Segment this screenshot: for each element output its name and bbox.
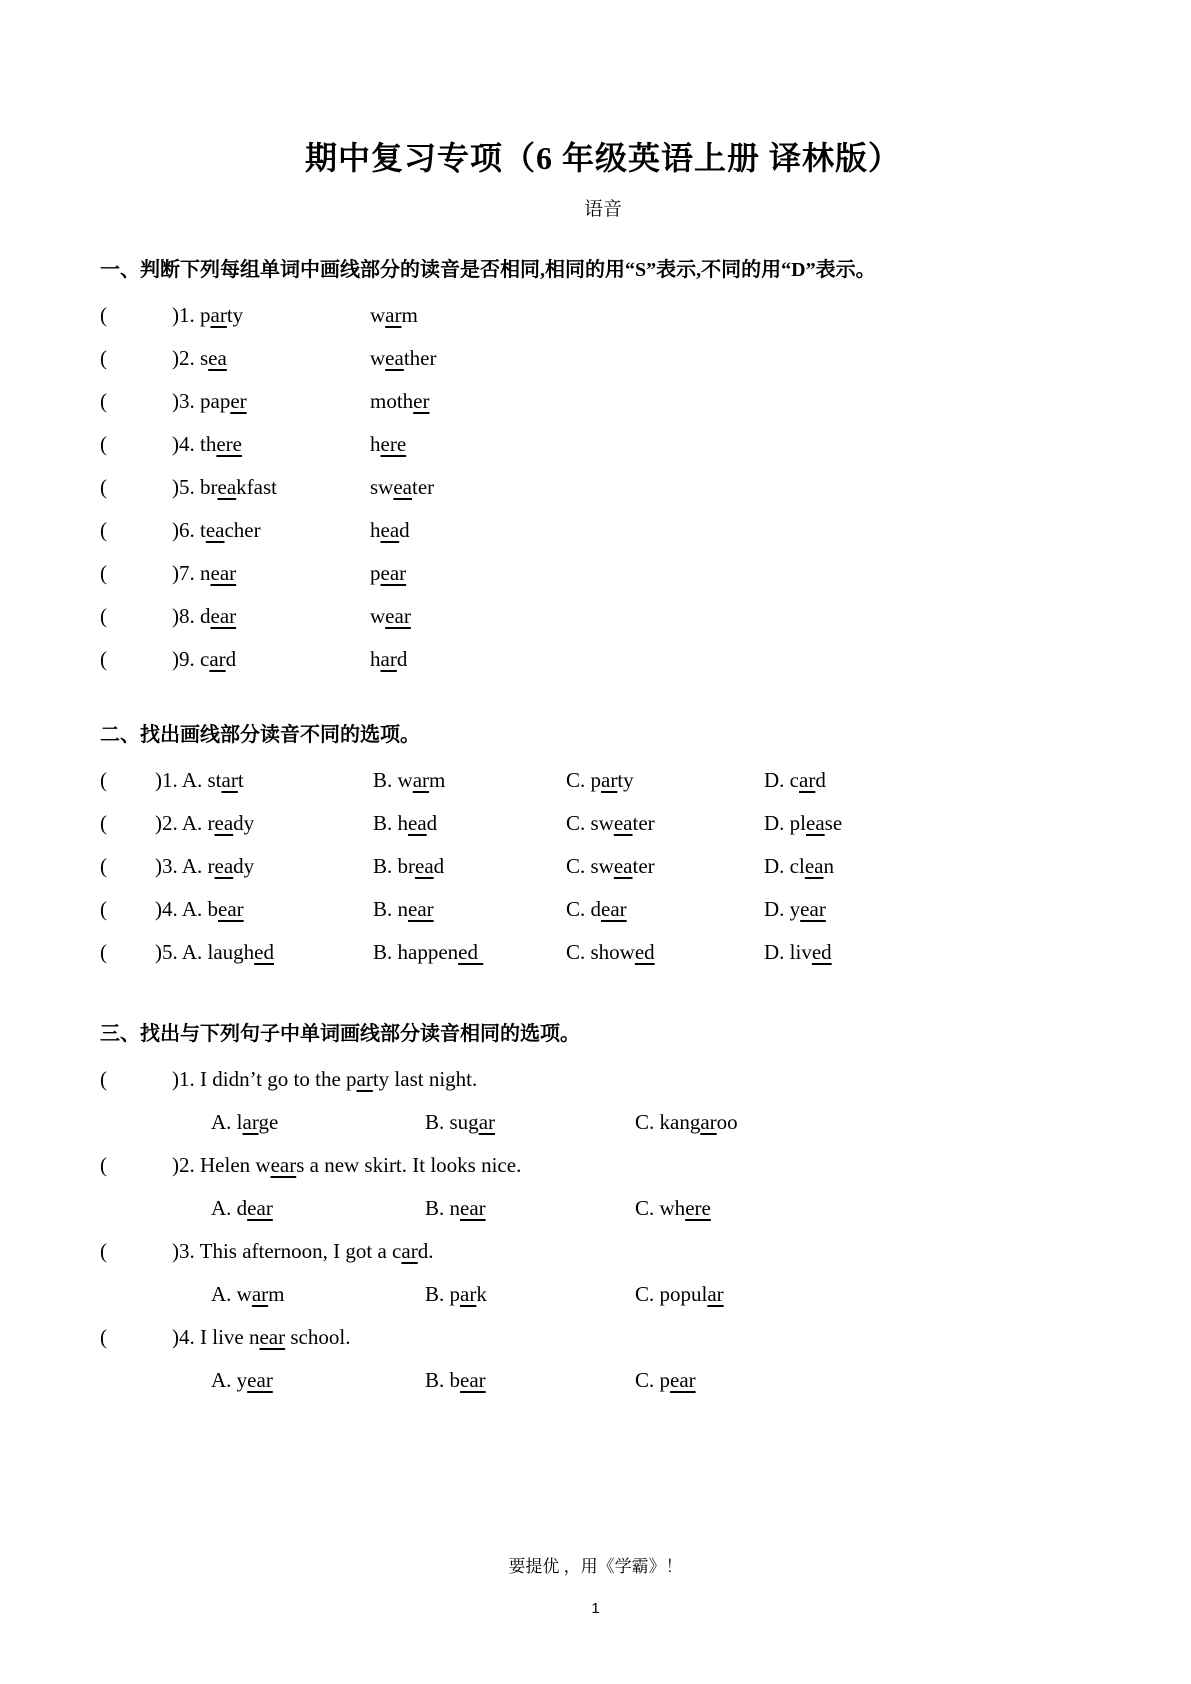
s2-row-3 bbox=[100, 845, 1106, 888]
answer-bracket: ( bbox=[100, 389, 107, 414]
option-a: A. warm bbox=[211, 1282, 285, 1307]
option-a: )3. A. ready bbox=[155, 854, 255, 879]
s1-row-5 bbox=[100, 466, 1106, 509]
question-sentence: )2. Helen wears a new skirt. It looks nice. bbox=[172, 1153, 522, 1178]
answer-bracket: ( bbox=[100, 768, 107, 793]
word-left: )9. card bbox=[172, 647, 237, 672]
word-right: hard bbox=[370, 647, 408, 672]
option-b: B. warm bbox=[373, 768, 446, 793]
answer-bracket: ( bbox=[100, 432, 107, 457]
option-b: B. head bbox=[373, 811, 438, 836]
s1-row-4 bbox=[100, 423, 1106, 466]
answer-bracket: ( bbox=[100, 346, 107, 371]
footer-slogan: 要提优 ，用《学霸》！ bbox=[508, 1557, 683, 1576]
s3-item-4-options-row bbox=[100, 1359, 1106, 1402]
s1-row-2 bbox=[100, 337, 1106, 380]
option-c: C. popular bbox=[635, 1282, 724, 1307]
option-a: )1. A. start bbox=[155, 768, 244, 793]
option-a: A. large bbox=[211, 1110, 279, 1135]
word-left: )2. sea bbox=[172, 346, 227, 371]
option-d: D. please bbox=[764, 811, 843, 836]
s1-row-8 bbox=[100, 595, 1106, 638]
word-right: sweater bbox=[370, 475, 435, 500]
answer-bracket: ( bbox=[100, 1239, 107, 1264]
question-sentence: )3. This afternoon, I got a card. bbox=[172, 1239, 434, 1264]
option-b: B. bear bbox=[425, 1368, 486, 1393]
word-left: )3. paper bbox=[172, 389, 247, 414]
option-b: B. near bbox=[425, 1196, 486, 1221]
s1-row-1 bbox=[100, 294, 1106, 337]
option-b: B. near bbox=[373, 897, 434, 922]
s3-item-3-options-row bbox=[100, 1273, 1106, 1316]
word-right: pear bbox=[370, 561, 407, 586]
option-a: )2. A. ready bbox=[155, 811, 255, 836]
option-d: D. year bbox=[764, 897, 826, 922]
answer-bracket: ( bbox=[100, 940, 107, 965]
answer-bracket: ( bbox=[100, 604, 107, 629]
s1-row-7 bbox=[100, 552, 1106, 595]
page-number: 1 bbox=[591, 1600, 600, 1617]
option-a: A. year bbox=[211, 1368, 273, 1393]
section-3-heading: 三、找出与下列句子中单词画线部分读音相同的选项。 bbox=[100, 1023, 580, 1046]
s2-row-5 bbox=[100, 931, 1106, 974]
option-c: C. kangaroo bbox=[635, 1110, 738, 1135]
s2-row-1 bbox=[100, 759, 1106, 802]
word-right: warm bbox=[370, 303, 418, 328]
answer-bracket: ( bbox=[100, 1153, 107, 1178]
option-b: B. bread bbox=[373, 854, 445, 879]
answer-bracket: ( bbox=[100, 854, 107, 879]
option-c: C. sweater bbox=[566, 854, 655, 879]
word-right: mother bbox=[370, 389, 430, 414]
s3-item-3-sentence-row bbox=[100, 1230, 1106, 1273]
answer-bracket: ( bbox=[100, 475, 107, 500]
word-left: )8. dear bbox=[172, 604, 237, 629]
page-title: 期中复习专项（6 年级英语上册 译林版） bbox=[304, 140, 901, 176]
s2-row-4 bbox=[100, 888, 1106, 931]
word-left: )7. near bbox=[172, 561, 237, 586]
answer-bracket: ( bbox=[100, 647, 107, 672]
answer-bracket: ( bbox=[100, 897, 107, 922]
word-left: )4. there bbox=[172, 432, 242, 457]
s3-item-2-options-row bbox=[100, 1187, 1106, 1230]
word-right: wear bbox=[370, 604, 411, 629]
word-left: )5. breakfast bbox=[172, 475, 277, 500]
s1-row-6 bbox=[100, 509, 1106, 552]
word-left: )6. teacher bbox=[172, 518, 261, 543]
answer-bracket: ( bbox=[100, 303, 107, 328]
section-1-rows bbox=[100, 294, 1106, 681]
s1-row-3 bbox=[100, 380, 1106, 423]
option-c: C. where bbox=[635, 1196, 711, 1221]
answer-bracket: ( bbox=[100, 1325, 107, 1350]
answer-bracket: ( bbox=[100, 518, 107, 543]
option-a: )4. A. bear bbox=[155, 897, 244, 922]
word-left: )1. party bbox=[172, 303, 244, 328]
question-sentence: )1. I didn’t go to the party last night. bbox=[172, 1067, 478, 1092]
word-right: weather bbox=[370, 346, 437, 371]
s3-item-1-options-row bbox=[100, 1101, 1106, 1144]
word-right: head bbox=[370, 518, 410, 543]
s3-item-4-sentence-row bbox=[100, 1316, 1106, 1359]
question-sentence: )4. I live near school. bbox=[172, 1325, 351, 1350]
s1-row-9 bbox=[100, 638, 1106, 681]
answer-bracket: ( bbox=[100, 1067, 107, 1092]
option-b: B. happened bbox=[373, 940, 484, 965]
answer-bracket: ( bbox=[100, 561, 107, 586]
option-a: )5. A. laughed bbox=[155, 940, 274, 965]
option-c: C. party bbox=[566, 768, 634, 793]
option-b: B. park bbox=[425, 1282, 487, 1307]
option-c: C. pear bbox=[635, 1368, 696, 1393]
s2-row-2 bbox=[100, 802, 1106, 845]
answer-bracket: ( bbox=[100, 811, 107, 836]
section-1-heading: 一、判断下列每组单词中画线部分的读音是否相同,相同的用“S”表示,不同的用“D”表示。 bbox=[100, 259, 876, 282]
s3-item-2-sentence-row bbox=[100, 1144, 1106, 1187]
option-c: C. dear bbox=[566, 897, 627, 922]
option-c: C. sweater bbox=[566, 811, 655, 836]
section-2-heading: 二、找出画线部分读音不同的选项。 bbox=[100, 724, 420, 747]
s3-item-1-sentence-row bbox=[100, 1058, 1106, 1101]
section-3-items bbox=[100, 1058, 1106, 1402]
page-subtitle: 语音 bbox=[583, 198, 622, 220]
word-right: here bbox=[370, 432, 407, 457]
option-a: A. dear bbox=[211, 1196, 273, 1221]
option-d: D. card bbox=[764, 768, 826, 793]
option-c: C. showed bbox=[566, 940, 655, 965]
option-b: B. sugar bbox=[425, 1110, 496, 1135]
option-d: D. clean bbox=[764, 854, 834, 879]
section-2-rows bbox=[100, 759, 1106, 974]
option-d: D. lived bbox=[764, 940, 832, 965]
